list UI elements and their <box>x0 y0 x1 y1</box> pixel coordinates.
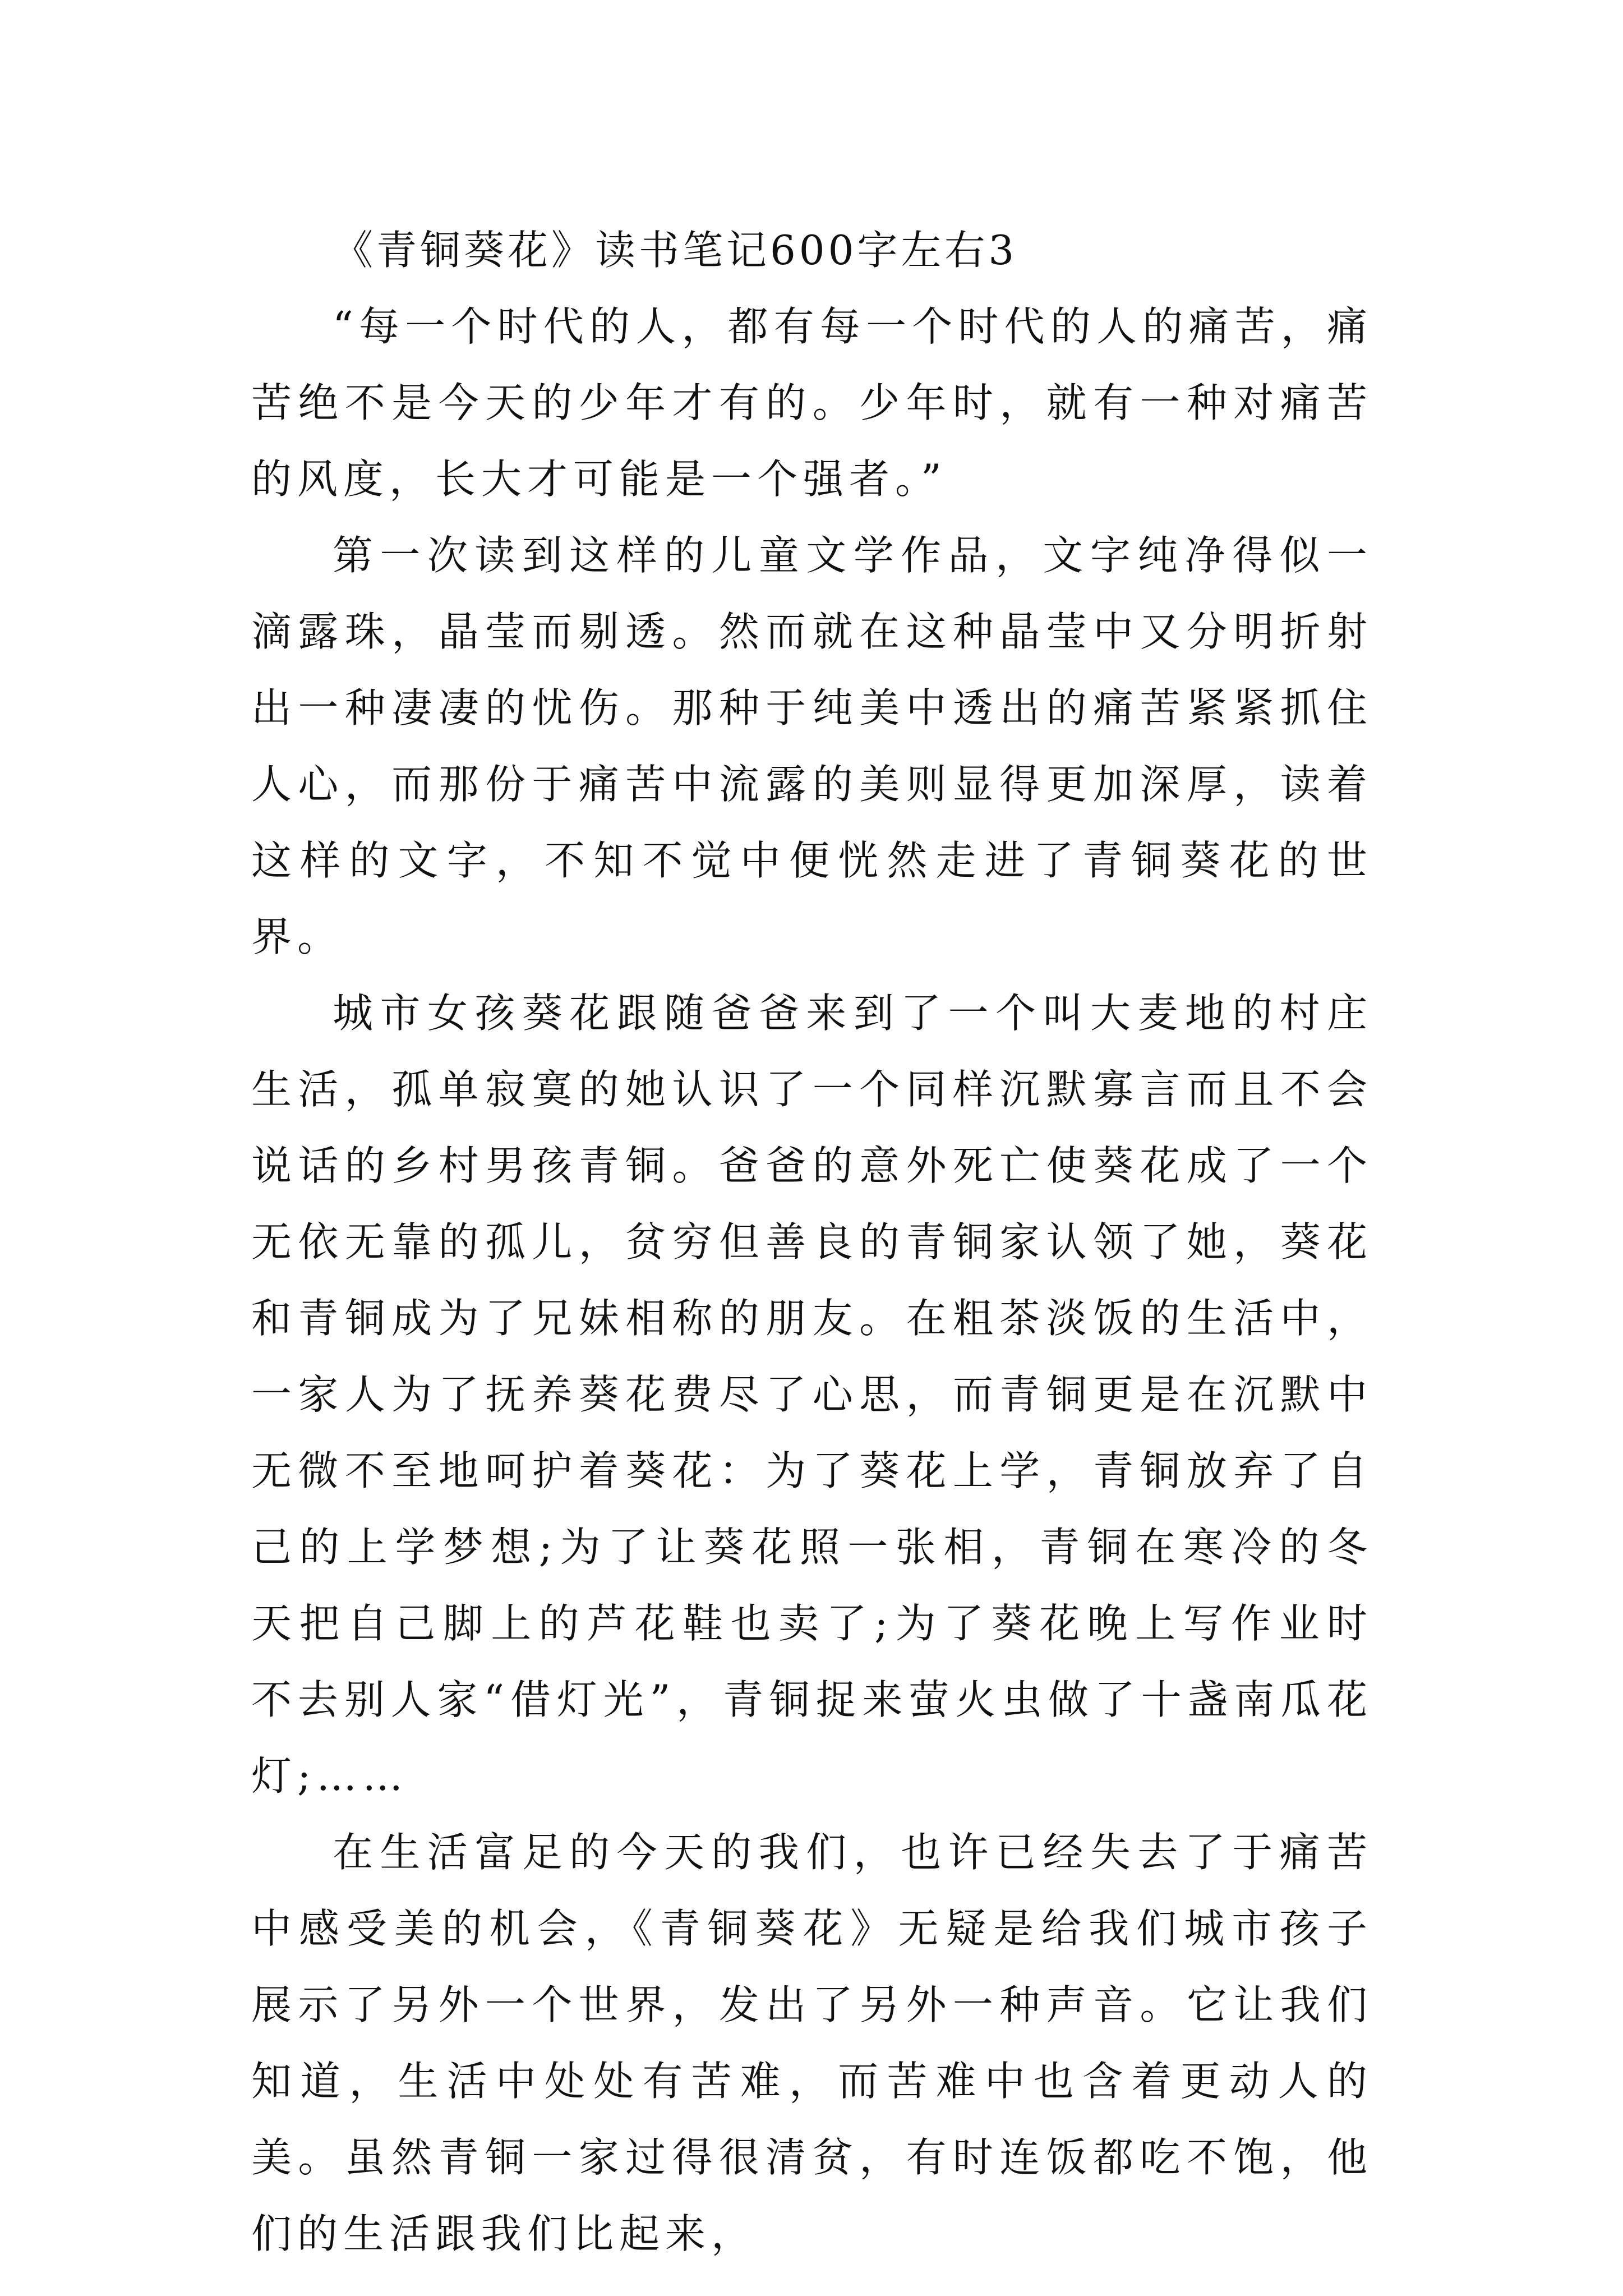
paragraph-first-impression: 第一次读到这样的儿童文学作品，文字纯净得似一滴露珠，晶莹而剔透。然而就在这种晶莹中又分明折射出一种凄凄的忧伤。那种于纯美中透出的痛苦紧紧抓住人心，而那份于痛苦中流露的美则显得更加深厚，读着这样的文字，不知不觉中便恍然走进了青铜葵花的世界。 <box>251 532 1373 960</box>
document-title: 《青铜葵花》读书笔记600字左右3 <box>333 227 1018 274</box>
paragraph-quote: “每一个时代的人，都有每一个时代的人的痛苦，痛苦绝不是今天的少年才有的。少年时，就有一种对痛苦的风度，长大才可能是一个强者。” <box>251 303 1373 503</box>
document-body <box>251 212 1373 2272</box>
paragraph-story-summary: 城市女孩葵花跟随爸爸来到了一个叫大麦地的村庄生活，孤单寂寞的她认识了一个同样沉默寡言而且不会说话的乡村男孩青铜。爸爸的意外死亡使葵花成了一个无依无靠的孤儿，贫穷但善良的青铜家认领了她，葵花和青铜成为了兄妹相称的朋友。在粗茶淡饭的生活中，一家人为了抚养葵花费尽了心思，而青铜更是在沉默中无微不至地呵护着葵花：为了葵花上学，青铜放弃了自己的上学梦想;为了让葵花照一张相，青铜在寒冷的冬天把自己脚上的芦花鞋也卖了;为了葵花晚上写作业时不去别人家“借灯光”，青铜捉来萤火虫做了十盏南瓜花灯;…… <box>251 990 1373 1800</box>
paragraph-reflection: 在生活富足的今天的我们，也许已经失去了于痛苦中感受美的机会，《青铜葵花》无疑是给我们城市孩子展示了另外一个世界，发出了另外一种声音。它让我们知道，生活中处处有苦难，而苦难中也含着更动人的美。虽然青铜一家过得很清贫，有时连饭都吃不饱，他们的生活跟我们比起来， <box>251 1829 1373 2257</box>
